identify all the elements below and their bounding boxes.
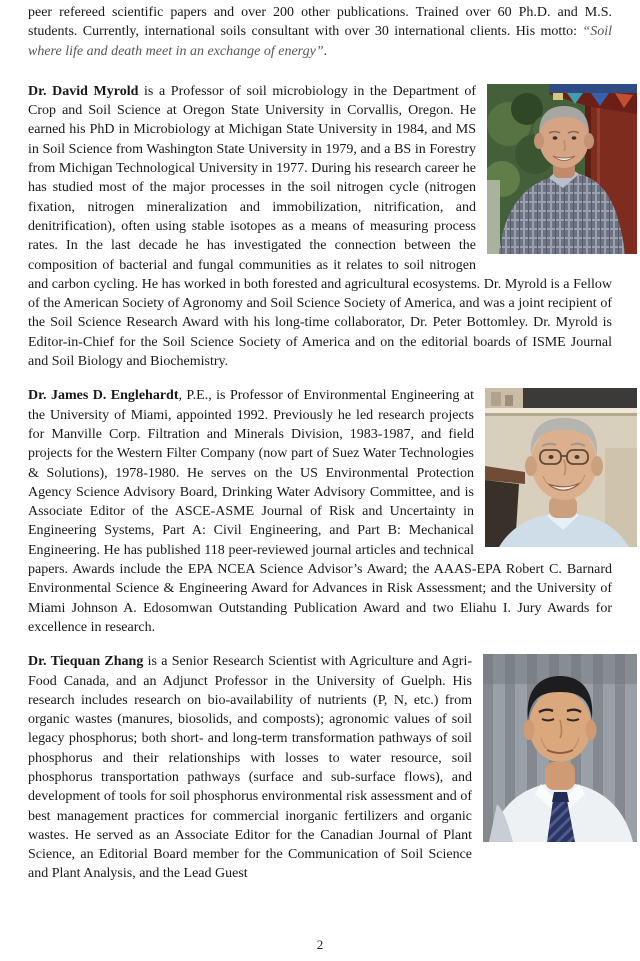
portrait-of-james-englehardt — [485, 388, 637, 547]
page-number: 2 — [316, 936, 324, 952]
bio-name-myrold: Dr. David Myrold — [28, 83, 139, 99]
intro-text: peer refereed scientific papers and over 200 other publications. Trained over 60 Ph.D. and M.S. students. Currently, international soils consultant with over 30 international clients. His motto: — [28, 5, 612, 40]
motto-text: “Soil where life and death meet in an exchange of energy” — [28, 24, 612, 59]
intro-paragraph — [28, 3, 612, 61]
portrait-of-tiequan-zhang — [483, 654, 637, 842]
bio-text-zhang: is a Senior Research Scientist with Agriculture and Agri-Food Canada, and an Adjunct Professor in the University of Guelph. His research includes research on bio-availability of nutrients (P, N, etc.) from organic wastes (manures, biosolids, and composts); agronomic values of soil legacy phosphorus; both short- and long-term transformation pathways of soil phosphorus and their relationships with losses to water resource, soil phosphorus transportation pathways (surface and sub-surface flows), and development of tools for soil phosphorus environmental risk assessment and of best management practices for commercial inorganic fertilizers and organic wastes. He served as an Associate Editor for the Canadian Journal of Plant Science, an Editorial Board member for the Communication of Soil Science and Plant Analysis, and the Lead Guest — [28, 654, 472, 882]
bio-paragraph-zhang — [28, 652, 612, 884]
bio-paragraph-englehardt — [28, 386, 612, 637]
bio-text-myrold: is a Professor of soil microbiology in the Department of Crop and Soil Science at Oregon State University in Corvallis, Oregon. He earned his PhD in Microbiology at Michigan State University in 1984, and MS in Soil Science from Washington State University in 1979, and a BS in Forestry from Michigan Technological University in 1977. During his research career he has studied most of the major processes in the soil nitrogen cycle (nitrogen fixation, nitrogen mineralization and immobilization, nitrification, and denitrification), often using stable isotopes as a means of measuring process rates. In the last decade he has investigated the connection between the composition of bacterial and fungal communities as it relates to soil nitrogen and carbon cycling. He has worked in both forested and agricultural ecosystems. Dr. Myrold is a Fellow of the American Society of Agronomy and Soil Science Society of America, and was a joint recipient of the Soil Science Research Award with his long-time collaborator, Dr. Peter Bottomley. Dr. Myrold is Editor-in-Chief for the Soil Science Society of America and on the editorial boards of ISME Journal and Soil Biology and Biochemistry. — [28, 83, 612, 370]
bio-text-englehardt: , P.E., is Professor of Environmental Engineering at the University of Miami, appointed 1992. Previously he led research projects for Manville Corp. Filtration and Minerals Division, 1983-1987, and field projects for the Western Filter Company (now part of Suez Water Technologies & Solutions), 1978-1980. He serves on the US Environmental Protection Agency Science Advisory Board, Drinking Water Advisory Committee, and is Associate Editor of the ASCE-ASME Journal of Risk and Uncertainty in Engineering Systems, Part A: Civil Engineering, and Part B: Mechanical Engineering. He has published 118 peer-reviewed journal articles and technical papers. Awards include the EPA NCEA Science Advisor’s Award; the AAAS-EPA Robert C. Barnard Environmental Science & Engineering Award for Advances in Risk Assessment; and the University of Miami Johnson A. Edosomwan Outstanding Publication Award and two Eliahu I. Jury Awards for excellence in research. — [28, 388, 612, 635]
intro-text-end: . — [323, 43, 328, 59]
portrait-of-david-myrold — [487, 84, 637, 254]
bio-name-englehardt: Dr. James D. Englehardt — [28, 388, 179, 404]
bio-paragraph-myrold — [28, 82, 612, 371]
bio-name-zhang: Dr. Tiequan Zhang — [28, 654, 144, 670]
